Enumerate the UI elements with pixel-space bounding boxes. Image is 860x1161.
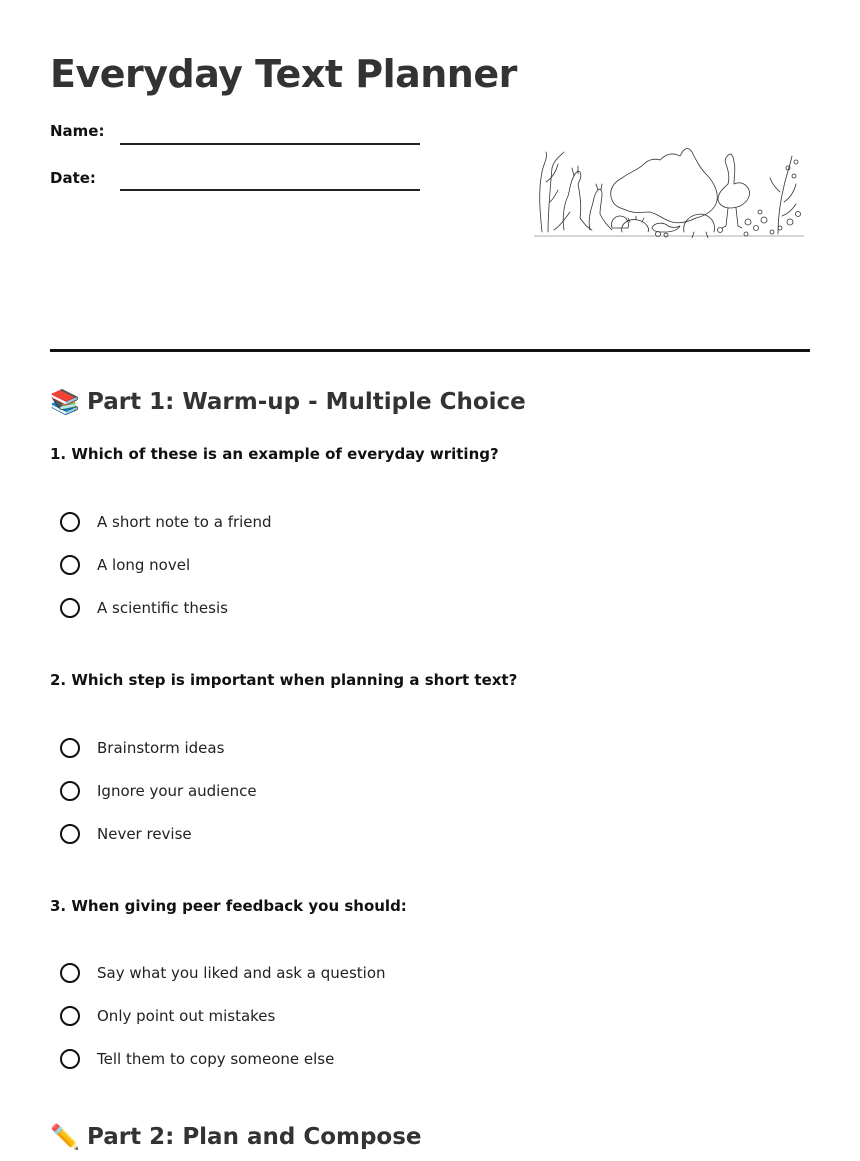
radio-button[interactable] [60, 824, 80, 844]
option-label: Ignore your audience [97, 782, 257, 800]
radio-button[interactable] [60, 738, 80, 758]
name-label: Name: [50, 122, 105, 140]
option-label: Say what you liked and ask a question [97, 964, 386, 982]
q2-option-b[interactable] [60, 778, 257, 804]
q2-option-c[interactable] [60, 821, 192, 847]
radio-button[interactable] [60, 963, 80, 983]
page-title: Everyday Text Planner [50, 52, 517, 96]
part-1-heading [50, 388, 526, 416]
q3-option-b[interactable] [60, 1003, 275, 1029]
q1-option-b[interactable] [60, 552, 190, 578]
date-label: Date: [50, 169, 96, 187]
option-label: A short note to a friend [97, 513, 272, 531]
part-2-title: Part 2: Plan and Compose [87, 1124, 422, 1150]
q1-option-a[interactable] [60, 509, 272, 535]
question-3: 3. When giving peer feedback you should: [50, 897, 407, 915]
option-label: A long novel [97, 556, 191, 574]
radio-button[interactable] [60, 1006, 80, 1026]
option-label: Only point out mistakes [97, 1007, 276, 1025]
radio-button[interactable] [60, 512, 80, 532]
name-field-line[interactable] [120, 143, 420, 145]
radio-button[interactable] [60, 781, 80, 801]
q2-option-a[interactable] [60, 735, 224, 761]
option-label: Brainstorm ideas [97, 739, 225, 757]
question-2: 2. Which step is important when planning a short text? [50, 671, 518, 689]
pencil-icon: ✏️ [50, 1123, 80, 1151]
option-label: A scientific thesis [97, 599, 228, 617]
section-divider [50, 349, 810, 352]
radio-button[interactable] [60, 598, 80, 618]
q1-option-c[interactable] [60, 595, 228, 621]
option-label: Never revise [97, 825, 192, 843]
question-1: 1. Which of these is an example of everyday writing? [50, 445, 499, 463]
radio-button[interactable] [60, 555, 80, 575]
part-2-heading [50, 1123, 422, 1151]
part-1-title: Part 1: Warm-up - Multiple Choice [87, 389, 526, 415]
option-label: Tell them to copy someone else [97, 1050, 335, 1068]
q3-option-a[interactable] [60, 960, 386, 986]
q3-option-c[interactable] [60, 1046, 334, 1072]
australian-animals-illustration [534, 142, 804, 238]
radio-button[interactable] [60, 1049, 80, 1069]
date-field-line[interactable] [120, 189, 420, 191]
books-icon: 📚 [50, 388, 80, 416]
